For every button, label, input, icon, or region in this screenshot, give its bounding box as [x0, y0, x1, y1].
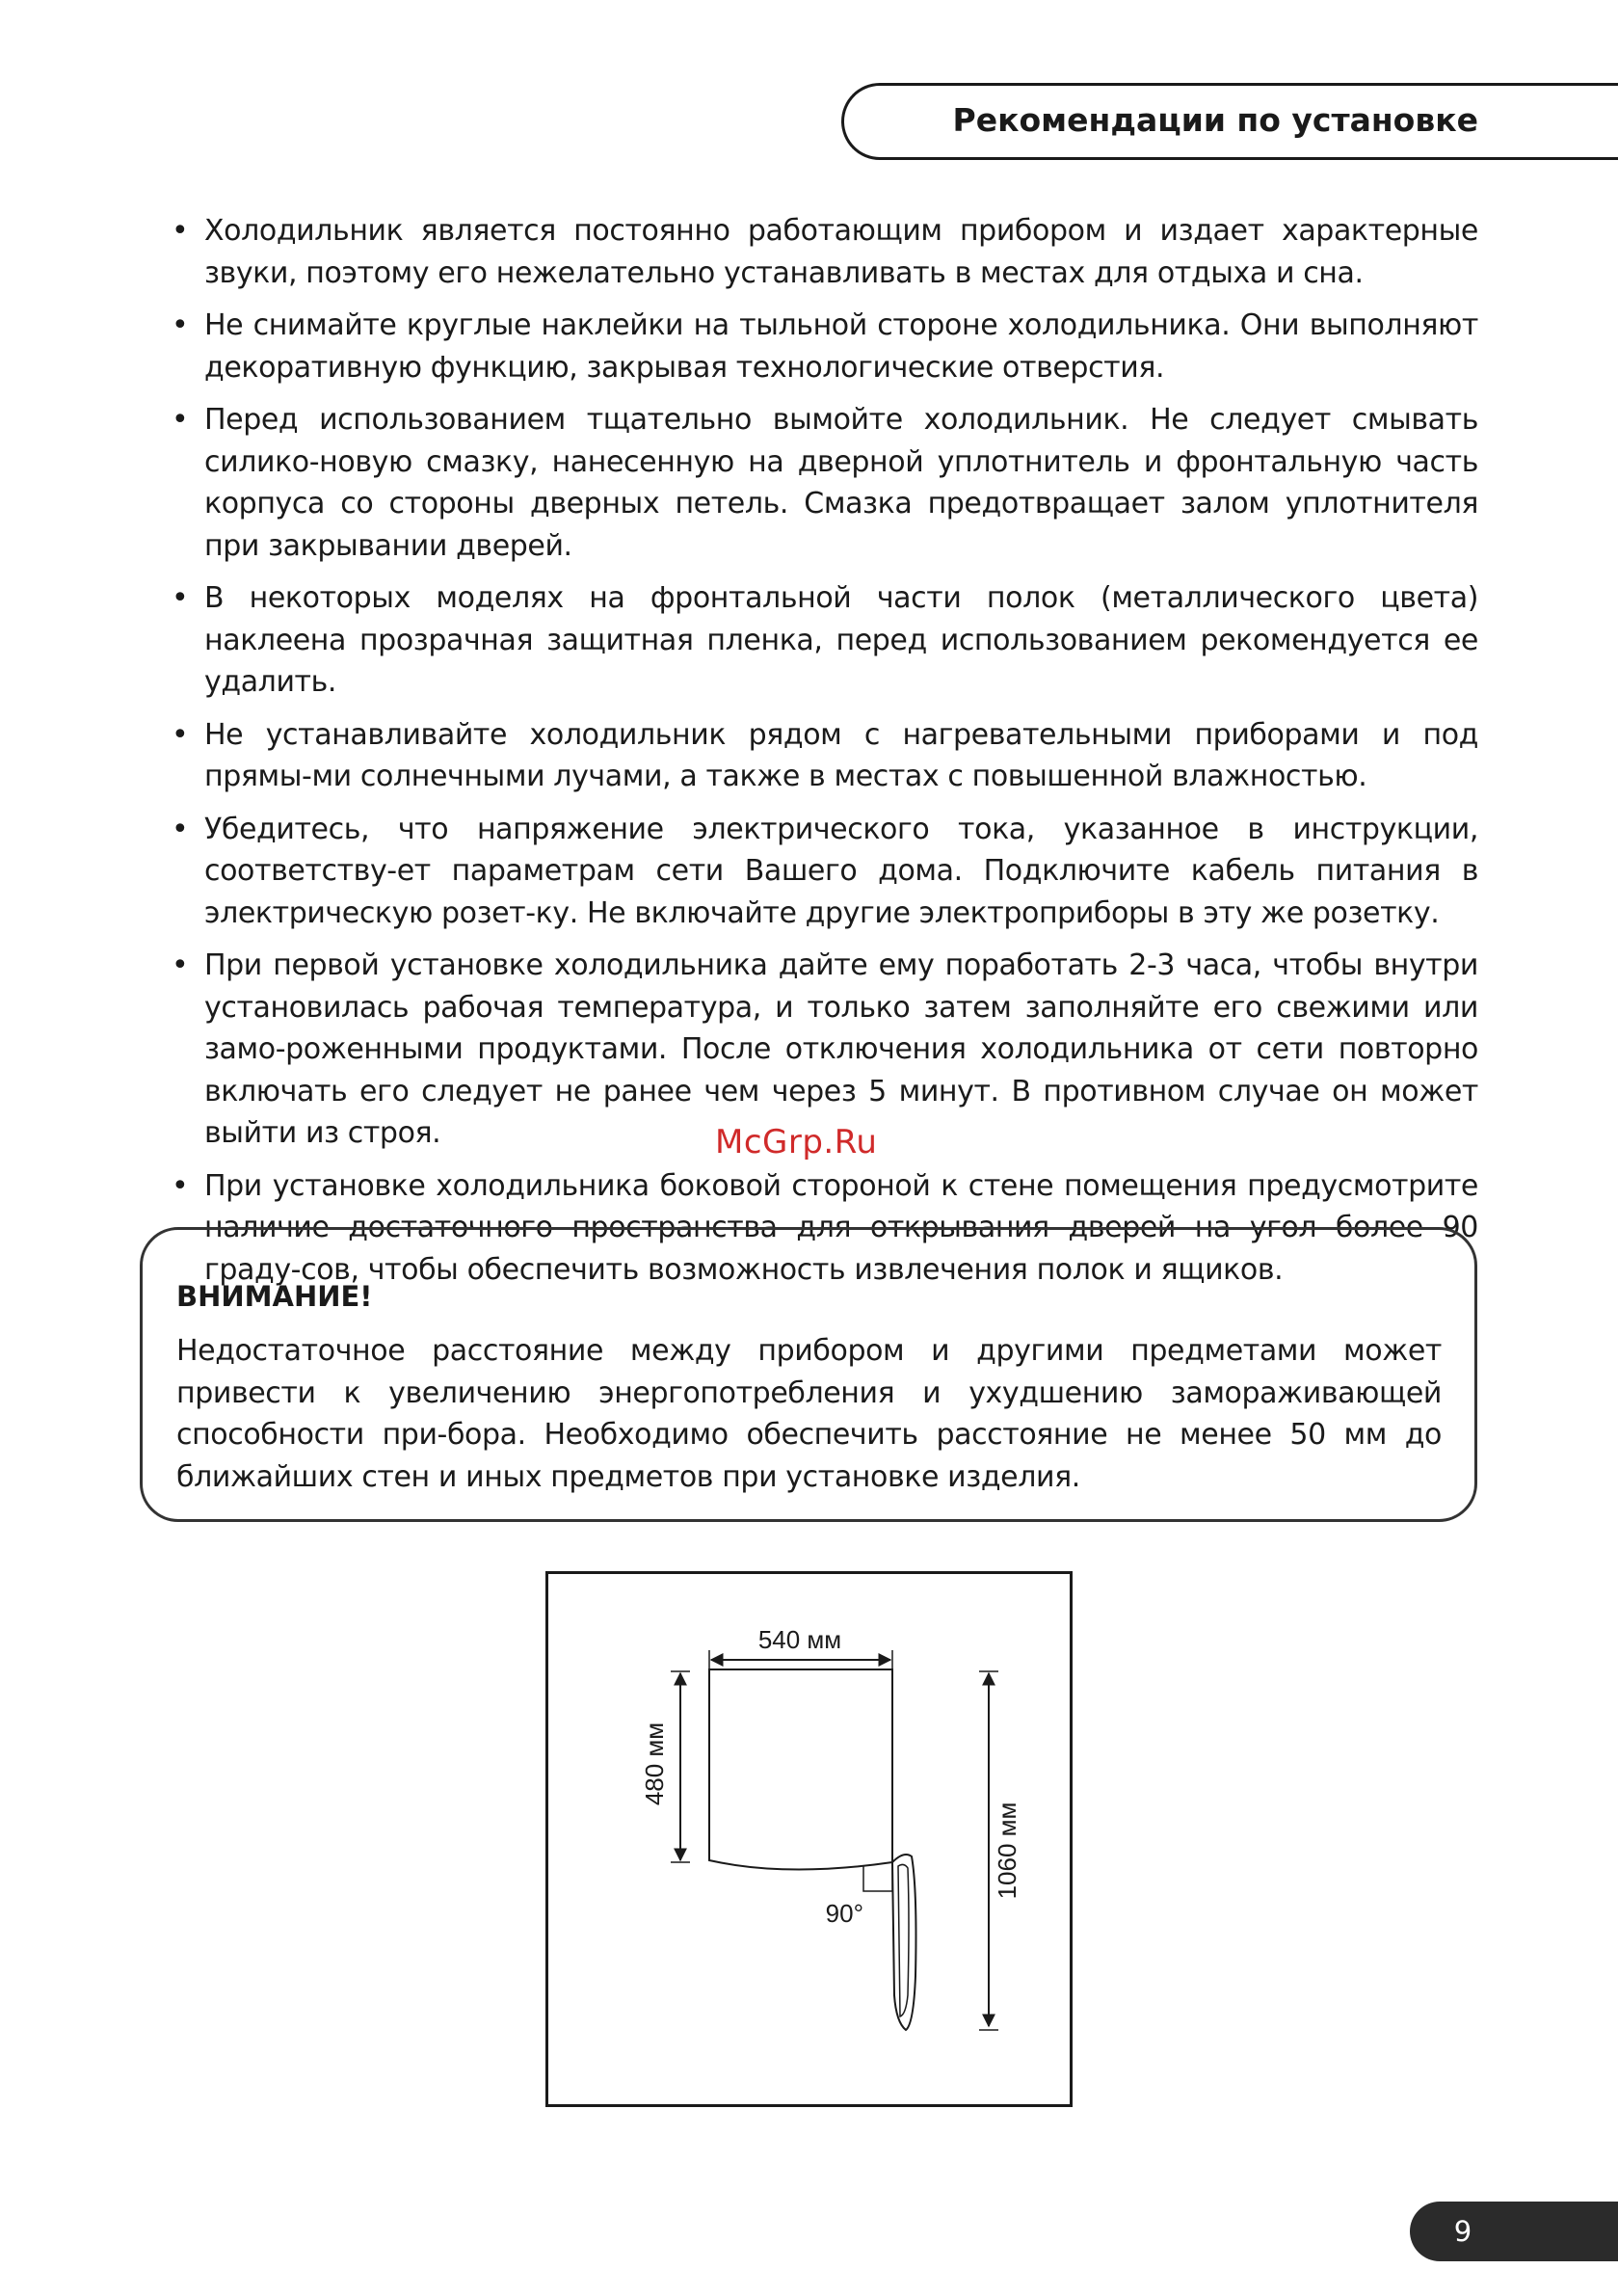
list-item: [168, 305, 1478, 388]
list-item-text: Перед использованием тщательно вымойте холодильник. Не следует смывать силико-новую смазку, нанесенную на дверной уплотнитель и фронтальную часть корпуса со стороны дверных петель. Смазка предотвращает залом уплотнителя при закрывании дверей.: [204, 403, 1478, 563]
list-item-text: При установке холодильника боковой стороной к стене помещения предусмотрите наличие достаточного пространства для открывания дверей на угол более 90 граду-сов, чтобы обеспечить возможность извлечения полок и ящиков.: [204, 1168, 1478, 1287]
list-item-text: В некоторых моделях на фронтальной части полок (металлического цвета) наклеена прозрачная защитная пленка, перед использованием рекомендуется ее удалить.: [204, 581, 1478, 699]
list-item: [168, 809, 1478, 935]
list-item: [168, 577, 1478, 704]
bullet-icon: •: [172, 948, 189, 982]
fridge-door: [892, 1855, 916, 2030]
bullet-icon: •: [172, 214, 189, 248]
page-title: Рекомендации по установке: [952, 101, 1478, 139]
fridge-door-inner: [898, 1864, 909, 2016]
list-item: [168, 210, 1478, 294]
bullet-icon: •: [172, 812, 189, 846]
list-item-text: Не устанавливайте холодильник рядом с нагревательными приборами и под прямы-ми солнечными лучами, а также в местах с повышенной влажностью.: [204, 717, 1478, 793]
bullet-icon: •: [172, 717, 189, 752]
bullet-icon: •: [172, 403, 189, 437]
bullet-icon: •: [172, 1168, 189, 1203]
warning-text: Недостаточное расстояние между прибором и другими предметами может привести к увеличению энергопотребления и ухудшению замораживающей способности при-бора. Необходимо обеспечить расстояние не менее 50 мм до ближайших стен и иных предметов при установке изделия.: [176, 1334, 1442, 1494]
fridge-body-outline: [709, 1669, 892, 1870]
depth-label: 480 мм: [640, 1722, 669, 1806]
list-item: [168, 399, 1478, 567]
bullet-icon: •: [172, 581, 189, 615]
list-item-text: Убедитесь, что напряжение электрического тока, указанное в инструкции, соответству-ет параметрам сети Вашего дома. Подключите кабель питания в электрическую розет-ку. Не включайте другие электроприборы в эту же розетку.: [204, 812, 1478, 930]
list-item-text: При первой установке холодильника дайте ему поработать 2-3 часа, чтобы внутри установилась рабочая температура, и только затем заполняйте его свежими или замо-роженными продуктами. После отключения холодильника от сети повторно включать его следует не ранее чем через 5 минут. В противном случае он может выйти из строя.: [204, 948, 1478, 1150]
open-depth-label: 1060 мм: [993, 1802, 1021, 1900]
list-item-text: Не снимайте круглые наклейки на тыльной стороне холодильника. Они выполняют декоративную функцию, закрывая технологические отверстия.: [204, 308, 1478, 385]
page-number: 9: [1453, 2215, 1472, 2248]
list-item-text: Холодильник является постоянно работающим прибором и издает характерные звуки, поэтому его нежелательно устанавливать в местах для отдыха и сна.: [204, 214, 1478, 290]
list-item: [168, 714, 1478, 798]
width-label: 540 мм: [757, 1625, 842, 1654]
warning-title: ВНИМАНИЕ!: [176, 1280, 373, 1313]
bullet-icon: •: [172, 308, 189, 342]
watermark: McGrp.Ru: [715, 1123, 878, 1161]
angle-label: 90°: [825, 1899, 863, 1928]
installation-diagram: [545, 1571, 1073, 2107]
angle-marker: [863, 1862, 892, 1891]
